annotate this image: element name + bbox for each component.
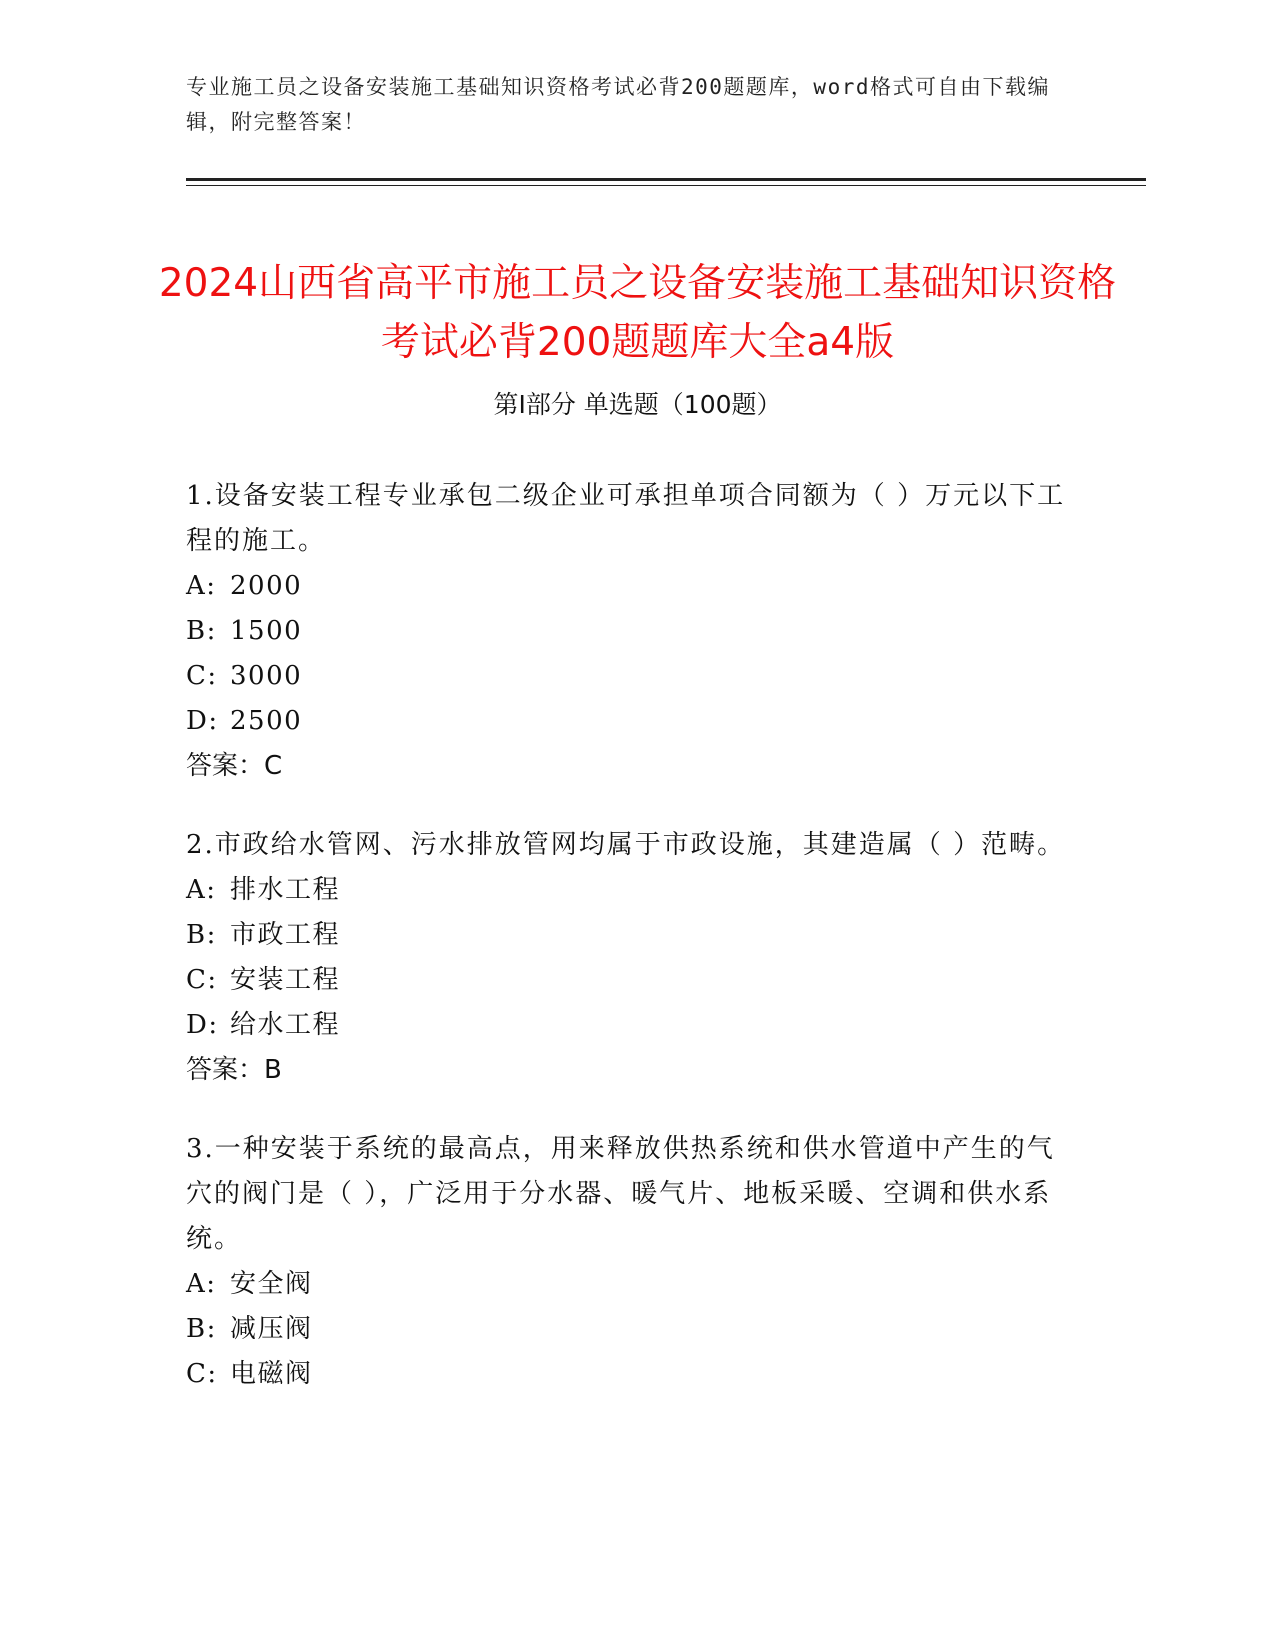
option-letter: B: xyxy=(186,616,217,646)
question-2 xyxy=(186,823,1066,1093)
option-text: 2000 xyxy=(230,571,303,601)
option-letter: C: xyxy=(186,1359,218,1389)
option-letter: B: xyxy=(186,1314,217,1344)
header-rule-thin xyxy=(186,185,1146,186)
option-b xyxy=(186,913,1066,958)
question-1 xyxy=(186,474,1066,789)
option-letter: B: xyxy=(186,920,217,950)
header-note: 专业施工员之设备安装施工基础知识资格考试必背200题题库，word格式可自由下载编辑，附完整答案！ xyxy=(186,75,1050,134)
question-3 xyxy=(186,1127,1066,1397)
option-text: 2500 xyxy=(230,706,303,736)
option-text: 1500 xyxy=(230,616,303,646)
option-b xyxy=(186,609,1066,654)
option-letter: C: xyxy=(186,661,218,691)
option-c xyxy=(186,654,1066,699)
option-letter: D: xyxy=(186,1010,219,1040)
option-text: 3000 xyxy=(230,661,303,691)
question-list xyxy=(186,474,1066,1431)
option-d xyxy=(186,699,1066,744)
answer-line: 答案：B xyxy=(186,1055,282,1085)
option-c xyxy=(186,958,1066,1003)
option-a xyxy=(186,564,1066,609)
question-stem: 2.市政给水管网、污水排放管网均属于市政设施，其建造属（ ）范畴。 xyxy=(186,830,1066,860)
option-letter: A: xyxy=(186,571,217,601)
section-heading: 第Ⅰ部分 单选题（100题） xyxy=(493,390,782,419)
option-text: 市政工程 xyxy=(230,920,341,950)
option-letter: A: xyxy=(186,875,217,905)
option-b xyxy=(186,1307,1066,1352)
question-stem: 1.设备安装工程专业承包二级企业可承担单项合同额为（ ）万元以下工程的施工。 xyxy=(186,481,1066,556)
option-d xyxy=(186,1003,1066,1048)
option-letter: A: xyxy=(186,1269,217,1299)
option-a xyxy=(186,868,1066,913)
option-c xyxy=(186,1352,1066,1397)
option-text: 减压阀 xyxy=(230,1314,313,1344)
question-stem: 3.一种安装于系统的最高点，用来释放供热系统和供水管道中产生的气穴的阀门是（ ），广泛用于分水器、暖气片、地板采暖、空调和供水系统。 xyxy=(186,1134,1055,1254)
option-letter: C: xyxy=(186,965,218,995)
option-text: 安装工程 xyxy=(230,965,341,995)
option-text: 排水工程 xyxy=(230,875,341,905)
header-rule-thick xyxy=(186,178,1146,181)
option-text: 电磁阀 xyxy=(230,1359,313,1389)
option-a xyxy=(186,1262,1066,1307)
answer-line: 答案：C xyxy=(186,751,283,781)
option-letter: D: xyxy=(186,706,219,736)
document-title: 2024山西省高平市施工员之设备安装施工基础知识资格考试必背200题题库大全a4版 xyxy=(158,261,1117,366)
option-text: 安全阀 xyxy=(230,1269,313,1299)
option-text: 给水工程 xyxy=(230,1010,341,1040)
